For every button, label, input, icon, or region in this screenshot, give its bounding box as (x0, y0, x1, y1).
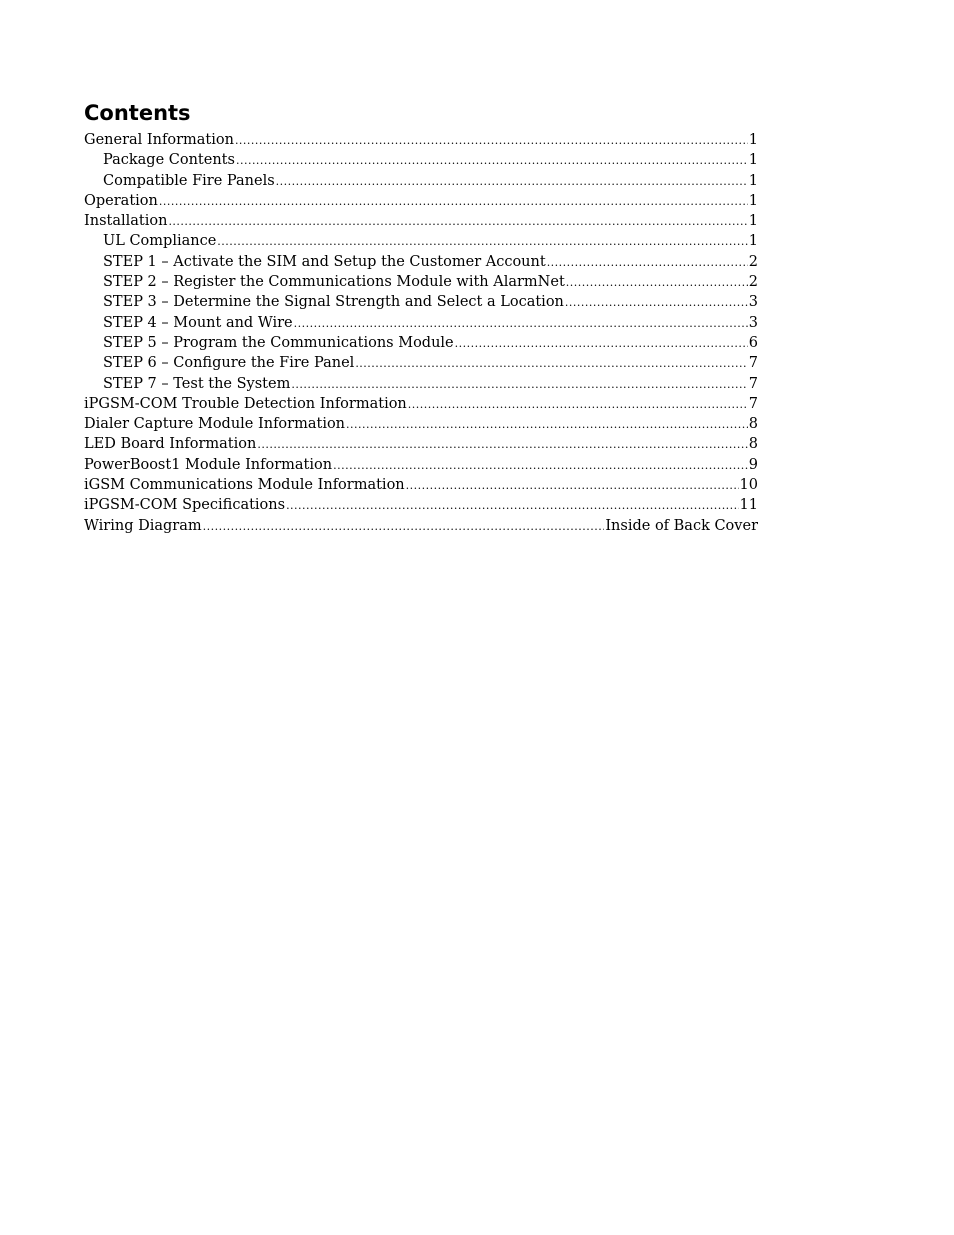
toc-entry-page: 8 (748, 416, 758, 433)
contents-page (84, 100, 758, 536)
toc-entry[interactable] (84, 394, 758, 414)
toc-entry-page: 2 (748, 253, 758, 270)
toc-entry[interactable] (84, 414, 758, 434)
toc-entry[interactable] (84, 231, 758, 251)
toc-entry-page: Inside of Back Cover (605, 517, 758, 534)
toc-entry-title: Installation (84, 213, 168, 230)
toc-entry-title: STEP 6 – Configure the Fire Panel (103, 355, 355, 372)
toc-dot-leader (168, 212, 747, 231)
toc-dot-leader (203, 517, 605, 536)
toc-entry-title: iPGSM-COM Trouble Detection Information (84, 395, 407, 412)
toc-entry-title: Dialer Capture Module Information (84, 416, 346, 433)
toc-entry-page: 1 (748, 213, 758, 230)
toc-entry-title: General Information (84, 132, 234, 148)
toc-dot-leader (276, 172, 748, 191)
toc-entry[interactable] (84, 171, 758, 191)
toc-entry[interactable] (84, 434, 758, 454)
toc-dot-leader (566, 273, 748, 292)
toc-entry[interactable] (84, 313, 758, 333)
toc-dot-leader (355, 354, 747, 373)
toc-entry-title: iPGSM-COM Specifications (84, 497, 286, 514)
toc-dot-leader (257, 435, 747, 454)
toc-entry-page: 1 (748, 233, 758, 250)
toc-entry[interactable] (84, 211, 758, 231)
toc-entry[interactable] (84, 292, 758, 312)
toc-entry[interactable] (84, 272, 758, 292)
toc-entry-title: UL Compliance (103, 233, 217, 250)
toc-entry-page: 1 (748, 172, 758, 189)
toc-dot-leader (286, 496, 738, 515)
toc-entry-title: LED Board Information (84, 436, 257, 453)
toc-dot-leader (406, 476, 739, 495)
toc-entry-title: STEP 5 – Program the Communications Module (103, 334, 454, 351)
toc-entry[interactable] (84, 475, 758, 495)
toc-dot-leader (408, 395, 748, 414)
toc-entry-page: 7 (748, 375, 758, 392)
toc-entry[interactable] (84, 130, 758, 150)
toc-entry-page: 9 (748, 456, 758, 473)
toc-entry-title: Operation (84, 192, 158, 209)
toc-entry[interactable] (84, 191, 758, 211)
toc-entry[interactable] (84, 455, 758, 475)
toc-entry-page: 11 (739, 497, 758, 514)
toc-entry-title: iGSM Communications Module Information (84, 477, 405, 494)
toc-entry-title: STEP 7 – Test the System (103, 375, 291, 392)
toc-entry-title: STEP 4 – Mount and Wire (103, 314, 293, 331)
toc-entry[interactable] (84, 516, 758, 536)
toc-entry-title: Compatible Fire Panels (103, 172, 275, 189)
toc-entry-page: 3 (748, 294, 758, 311)
toc-dot-leader (159, 192, 748, 211)
toc-dot-leader (294, 314, 748, 333)
toc-entry[interactable] (84, 495, 758, 515)
toc-dot-leader (565, 293, 748, 312)
toc-entry[interactable] (84, 353, 758, 373)
toc-entry-page: 1 (748, 192, 758, 209)
toc-entry-page: 10 (739, 477, 758, 494)
toc-entry-page: 7 (748, 355, 758, 372)
page-title: Contents (84, 101, 191, 125)
toc-entry-title: Wiring Diagram (84, 517, 202, 534)
toc-entry-page: 6 (748, 334, 758, 351)
toc-entry[interactable] (84, 252, 758, 272)
toc-entry-page: 8 (748, 436, 758, 453)
toc-entry-title: STEP 3 – Determine the Signal Strength and Select a Location (103, 294, 564, 311)
toc-dot-leader (291, 375, 747, 394)
toc-dot-leader (346, 415, 748, 434)
toc-entry-page: 3 (748, 314, 758, 331)
toc-dot-leader (236, 151, 748, 170)
toc-entry-title: Package Contents (103, 152, 235, 169)
toc-entry[interactable] (84, 374, 758, 394)
toc-entry[interactable] (84, 150, 758, 170)
toc-entry-title: STEP 1 – Activate the SIM and Setup the Customer Account (103, 253, 546, 270)
toc-dot-leader (217, 232, 747, 251)
toc-entry-page: 7 (748, 395, 758, 412)
toc-dot-leader (547, 253, 748, 272)
toc-entry-title: STEP 2 – Register the Communications Module with AlarmNet (103, 274, 565, 291)
toc-dot-leader (235, 131, 748, 150)
table-of-contents (84, 130, 758, 536)
toc-entry-page: 1 (748, 132, 758, 148)
toc-entry-page: 1 (748, 152, 758, 169)
toc-entry[interactable] (84, 333, 758, 353)
toc-entry-title: PowerBoost1 Module Information (84, 456, 333, 473)
toc-entry-page: 2 (748, 274, 758, 291)
toc-dot-leader (455, 334, 748, 353)
toc-dot-leader (333, 456, 748, 475)
